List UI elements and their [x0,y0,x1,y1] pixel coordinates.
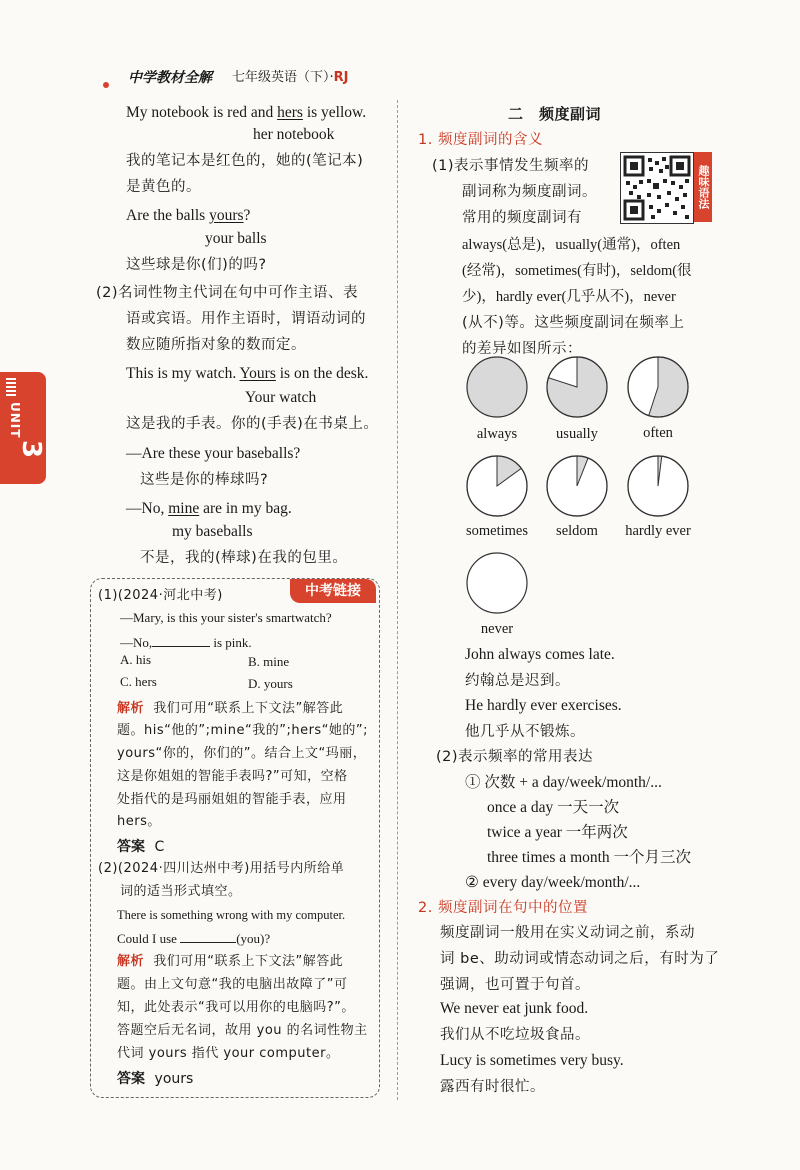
pie-label: often [643,425,673,441]
pie-label: sometimes [465,523,529,539]
exam-q1-head: (1)(2024·河北中考) [98,588,223,603]
example-3-cn: 这是我的手表。你的(手表)在书桌上。 [126,416,379,432]
exam-q1-analysis-line4: 这是你姐姐的智能手表吗?”可知，空格 [117,769,348,784]
exam-q1-blank[interactable] [152,632,210,647]
example-7-cn: 我们从不吃垃圾食品。 [440,1027,590,1043]
example-2-note: your balls [205,230,267,247]
p1-line2: 副词称为频度副词。 [462,184,597,200]
example-8-en: Lucy is sometimes very busy. [440,1052,624,1069]
example-2-cn: 这些球是你(们)的吗? [126,257,267,273]
heading-2: 2. 频度副词在句中的位置 [418,900,588,916]
header-subtitle [232,68,349,88]
pie-sector [658,456,662,486]
p2-item1: ① 次数 + a day/week/month/... [465,774,662,791]
pie-usually [542,352,612,422]
p2-item1b: twice a year 一年两次 [487,824,628,841]
answer-label: 答案 [117,839,145,855]
pie-label: seldom [556,523,598,539]
header-title: 中学教材全解 [128,70,212,86]
example-1-keyword: hers [277,104,303,121]
exam-q1-analysis-line3: yours“你的，你们的”。结合上文“玛丽， [117,746,367,761]
analysis-label: 解析 [117,701,145,716]
header-edition: RJ [333,70,349,85]
exam-q2-analysis-line1: 解析 我们可用“联系上下文法”解答此 [117,954,344,969]
exam-q2-analysis-line5: 代词 yours 指代 your computer。 [117,1046,340,1061]
example-1-cn-line1: 我的笔记本是红色的，她的(笔记本) [126,153,364,169]
example-3-keyword: Yours [239,365,276,382]
pie-sector [497,456,521,486]
example-1-note: her notebook [253,126,335,143]
p1-line6: 少)，hardly ever(几乎从不)，never [462,289,676,305]
qr-code-icon [621,153,693,223]
unit-label: UNIT [8,402,22,439]
example-3-note: Your watch [245,389,317,406]
example-7-en: We never eat junk food. [440,1000,589,1017]
exam-q1-option-c: C. hers [120,674,157,689]
p2-item2: ② every day/week/month/... [465,874,641,891]
pie-always [462,352,532,422]
p2-item1a: once a day 一天一次 [487,799,620,816]
point-2-line1: (2)名词性物主代词在句中可作主语、表 [96,285,359,301]
pie-sometimes [462,451,532,521]
example-2-en: Are the balls yours? [126,207,251,224]
exam-q1-answer: 答案 C [117,839,165,855]
exam-q1-line1: —Mary, is this your sister's smartwatch? [120,610,332,625]
example-5-cn: 约翰总是迟到。 [465,673,570,689]
pie-often [623,352,693,422]
p2-heading: (2)表示频率的常用表达 [436,749,594,765]
example-4-answer: —No, mine are in my bag. [126,500,292,517]
p3-line1: 频度副词一般用在实义动词之前，系动 [440,925,695,941]
example-8-cn: 露西有时很忙。 [440,1079,545,1095]
exam-q2-answer: 答案 yours [117,1071,194,1087]
tab-stripes [6,378,16,396]
header-grade: 七年级英语（下）· [232,70,334,85]
example-3-en: This is my watch. Yours is on the desk. [126,365,369,382]
exam-link-tag: 中考链接 [290,579,376,603]
section-title: 二 频度副词 [508,105,602,123]
exam-q1-option-b: B. mine [248,654,290,669]
exam-q2-analysis-line4: 答题空后无名词，故用 you 的名词性物主 [117,1023,368,1038]
exam-q2-blank[interactable] [180,928,236,943]
example-4-note: my baseballs [172,523,253,540]
exam-q1-line2: —No, is pink. [120,632,252,652]
p1-line8: 的差异如图所示： [462,341,582,357]
pie-seldom [542,451,612,521]
p1-line7: (从不)等。这些频度副词在频率上 [462,315,685,331]
qr-tag: 趣味语法 [694,152,712,222]
example-4-question: —Are these your baseballs? [126,445,301,462]
unit-number: 3 [16,439,47,459]
analysis-label-2: 解析 [117,954,145,969]
heading-1: 1. 频度副词的含义 [418,132,543,148]
p3-line3: 强调，也可置于句首。 [440,977,590,993]
pie-sector [547,357,607,417]
exam-q2-analysis-line2: 题。由上文句意“我的电脑出故障了”可 [117,977,348,992]
exam-q2-head1: (2)(2024·四川达州中考)用括号内所给单 [98,861,345,876]
exam-q2-head2: 词的适当形式填空。 [120,884,242,899]
unit-side-tab [0,372,46,484]
exam-q2-analysis-line3: 知，此处表示“我可以用你的电脑吗?”。 [117,1000,355,1015]
column-divider [397,100,398,1100]
p1-line3: 常用的频度副词有 [462,210,582,226]
pie-sector [577,456,588,486]
p1-line5: (经常)，sometimes(有时)，seldom(很 [462,263,692,279]
qr-code[interactable] [620,152,694,224]
example-1-en: My notebook is red and hers is yellow. [126,104,367,121]
exam-q2-line1: There is something wrong with my computer. [117,908,346,922]
exam-q2-line2: Could I use (you)? [117,928,270,948]
example-5-en: John always comes late. [465,646,615,663]
exam-q1-analysis-line5: 处指代的是玛丽姐姐的智能手表，应用 [117,792,347,807]
pie-label: hardly ever [625,523,691,539]
exam-q1-option-d: D. yours [248,676,293,691]
p3-line2: 词 be、助动词或情态动词之后，有时为了 [440,951,720,967]
pie-label: always [476,426,518,442]
exam-q1-analysis-line6: hers。 [117,814,161,829]
example-1-cn-line2: 是黄色的。 [126,179,201,195]
example-4-question-cn: 这些是你的棒球吗? [140,472,269,488]
p1-line4: always(总是)，usually(通常)，often [462,237,681,253]
exam-q1-option-a: A. his [120,652,152,667]
pie-hardly-ever [623,451,693,521]
pie-never [462,548,532,618]
example-4-cn: 不是，我的(棒球)在我的包里。 [140,550,348,566]
exam-q1-analysis-line1: 解析 我们可用“联系上下文法”解答此 [117,701,344,716]
pie-label: never [480,621,514,637]
example-6-cn: 他几乎从不锻炼。 [465,724,585,740]
pie-label: usually [556,426,598,442]
p1-line1: (1)表示事情发生频率的 [432,158,590,174]
example-4-keyword: mine [168,500,200,517]
pie-sector [649,357,688,417]
answer-label-2: 答案 [117,1071,145,1087]
exam-q1-analysis-line2: 题。his“他的”;mine“我的”;hers“她的”; [117,723,369,738]
example-6-en: He hardly ever exercises. [465,697,622,714]
header-logo-dot [103,82,109,88]
point-2-line2: 语或宾语。用作主语时，谓语动词的 [126,311,366,327]
point-2-line3: 数应随所指对象的数而定。 [126,337,306,353]
example-2-keyword: yours [209,207,244,224]
p2-item1c: three times a month 一个月三次 [487,849,692,866]
